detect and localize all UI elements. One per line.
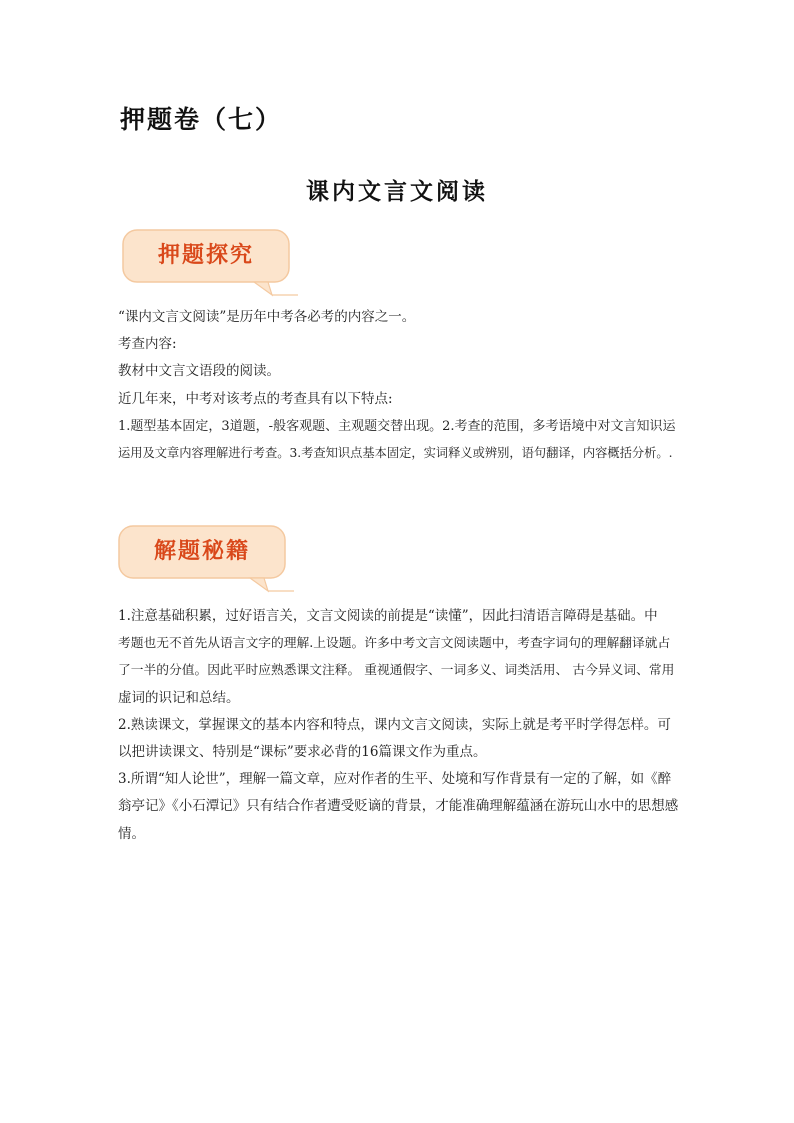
paragraph-line: 以把讲读课文、特别是“课标”要求必背的16篇课文作为重点。 <box>118 744 487 761</box>
paragraph-line: 翁亭记》《小石潭记》只有结合作者遭受贬谪的背景，才能准确理解蕴涵在游玩山水中的思想感 <box>118 798 679 815</box>
paragraph-line: 虚词的识记和总结。 <box>118 689 240 706</box>
tips-text-block <box>118 603 678 848</box>
section-title: 课内文言文阅读 <box>306 179 488 205</box>
paragraph-line: 运用及文章内容理解进行考查。3.考查知识点基本固定，实词释义或辨别，语句翻译，内容概括分析。. <box>118 446 673 461</box>
paragraph-line: 情。 <box>118 825 145 842</box>
paragraph-line: 1.题型基本固定，3道题，-般客观题、主观题交替出现。2.考查的范围，多考语境中对文言知识运 <box>118 418 676 434</box>
intro-text-block <box>118 304 678 467</box>
badge-solving-secrets <box>118 525 286 581</box>
paragraph-line: 3.所谓“知人论世”，理解一篇文章，应对作者的生平、处境和写作背景有一定的了解，如《醉 <box>118 771 672 788</box>
badge-label: 解题秘籍 <box>153 539 250 564</box>
paragraph-line: 教材中文言文语段的阅读。 <box>118 363 280 380</box>
paragraph-line: 1.注意基础积累，过好语言关，文言文阅读的前提是“读懂”，因此扫清语言障碍是基础。中 <box>118 608 658 624</box>
paragraph-line: 考题也无不首先从语言文字的理解.上设题。许多中考文言文阅读题中，考查字词句的理解翻译就占 <box>118 636 671 652</box>
paragraph-line: 了一半的分值。因此平时应熟悉课文注释。 重视通假字、一词多义、词类活用、 古今异义词、常用 <box>118 663 675 679</box>
paragraph-line: “课内文言文阅读”是历年中考各必考的内容之一。 <box>118 309 416 325</box>
paragraph-line: 考查内容: <box>118 336 177 353</box>
paragraph-line: 2.熟读课文，掌握课文的基本内容和特点，课内文言文阅读，实际上就是考平时学得怎样。可 <box>118 716 671 733</box>
paragraph-line: 近几年来，中考对该考点的考查具有以下特点: <box>118 390 393 407</box>
badge-label: 押题探究 <box>157 243 254 268</box>
badge-exam-exploration <box>122 229 290 285</box>
page-title: 押题卷（七） <box>120 105 283 134</box>
